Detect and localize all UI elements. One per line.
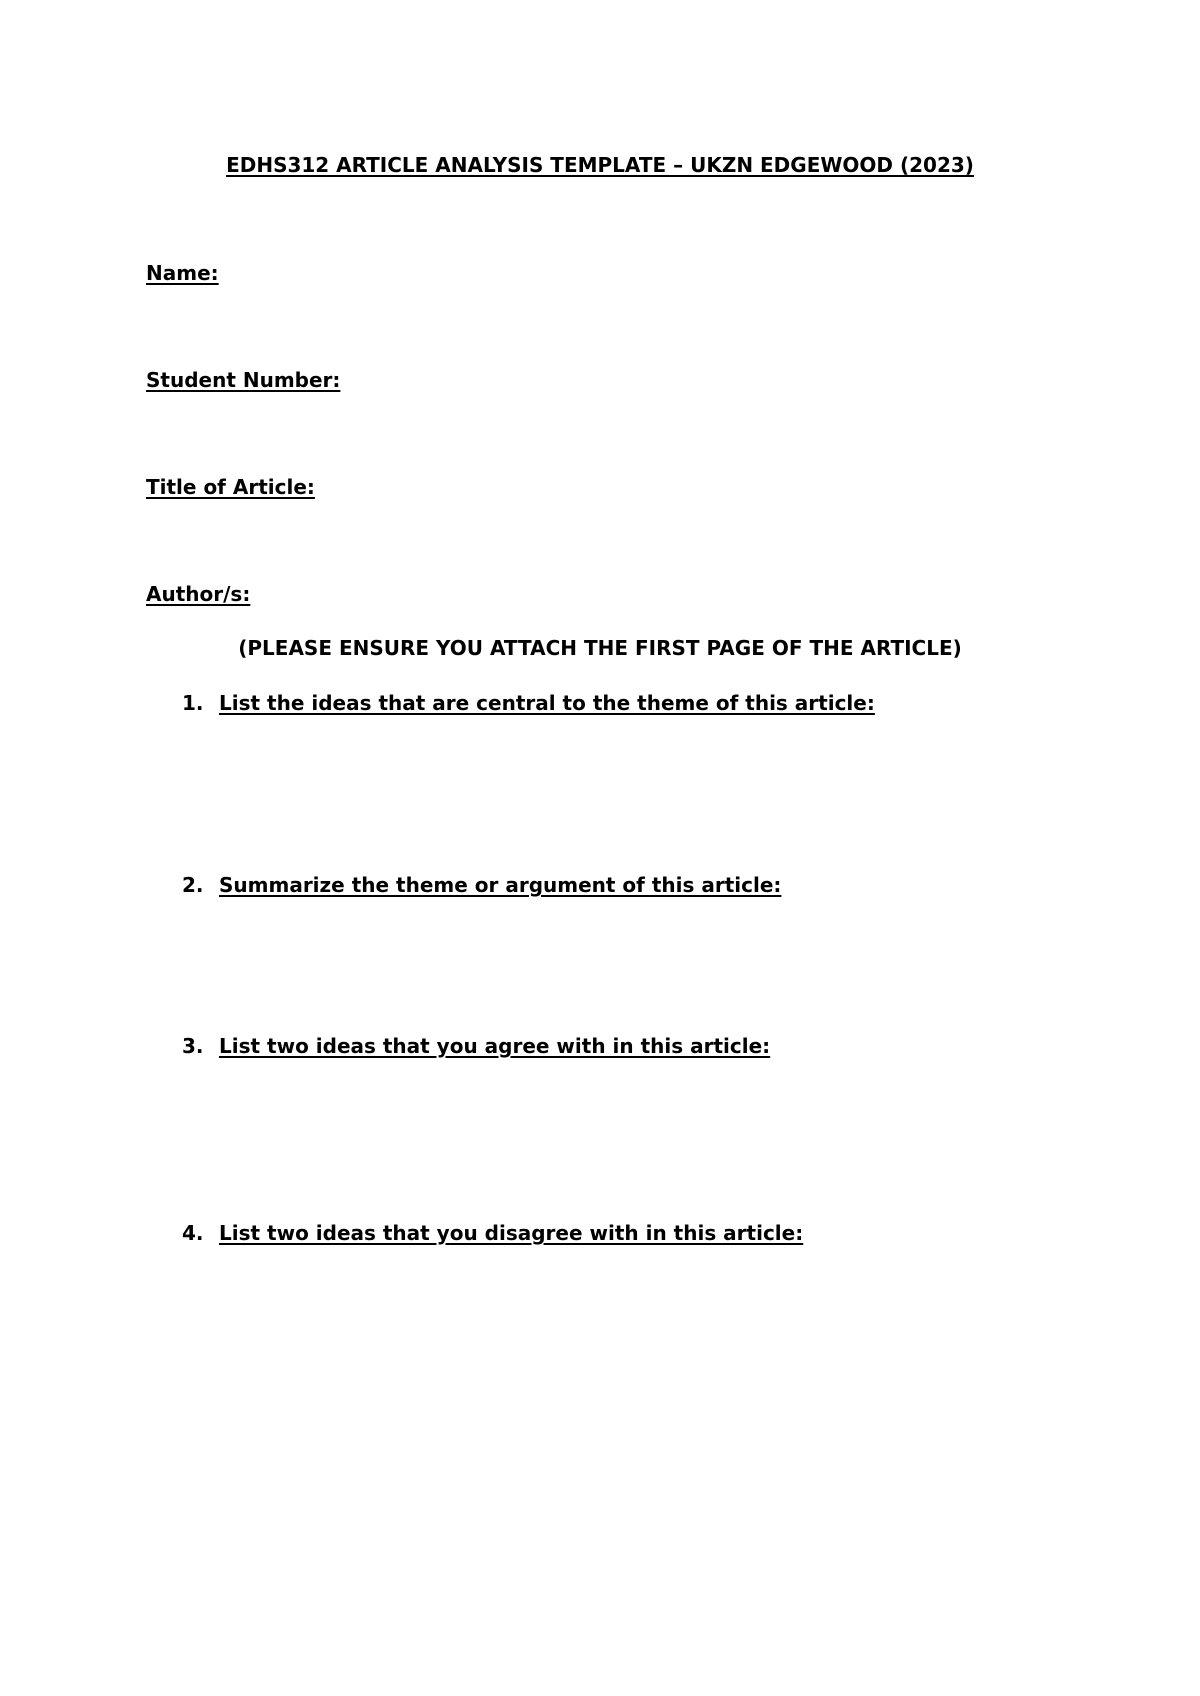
- question-item: [182, 1034, 770, 1058]
- question-text: List two ideas that you disagree with in this article:: [219, 1221, 804, 1245]
- question-number: 4.: [182, 1221, 204, 1245]
- question-number: 2.: [182, 873, 204, 897]
- document-title: EDHS312 ARTICLE ANALYSIS TEMPLATE – UKZN EDGEWOOD (2023): [226, 153, 974, 177]
- article-title-field-label: Title of Article:: [146, 475, 315, 499]
- question-item: [182, 1221, 803, 1245]
- question-number: 1.: [182, 691, 204, 715]
- question-item: [182, 691, 875, 715]
- question-number: 3.: [182, 1034, 204, 1058]
- student-number-field-label: Student Number:: [146, 368, 341, 392]
- attachment-note: (PLEASE ENSURE YOU ATTACH THE FIRST PAGE OF THE ARTICLE): [238, 636, 962, 660]
- name-field-label: Name:: [146, 261, 219, 285]
- question-text: Summarize the theme or argument of this article:: [219, 873, 782, 897]
- question-text: List the ideas that are central to the theme of this article:: [219, 691, 875, 715]
- question-text: List two ideas that you agree with in this article:: [219, 1034, 771, 1058]
- question-item: [182, 873, 781, 897]
- authors-field-label: Author/s:: [146, 582, 251, 606]
